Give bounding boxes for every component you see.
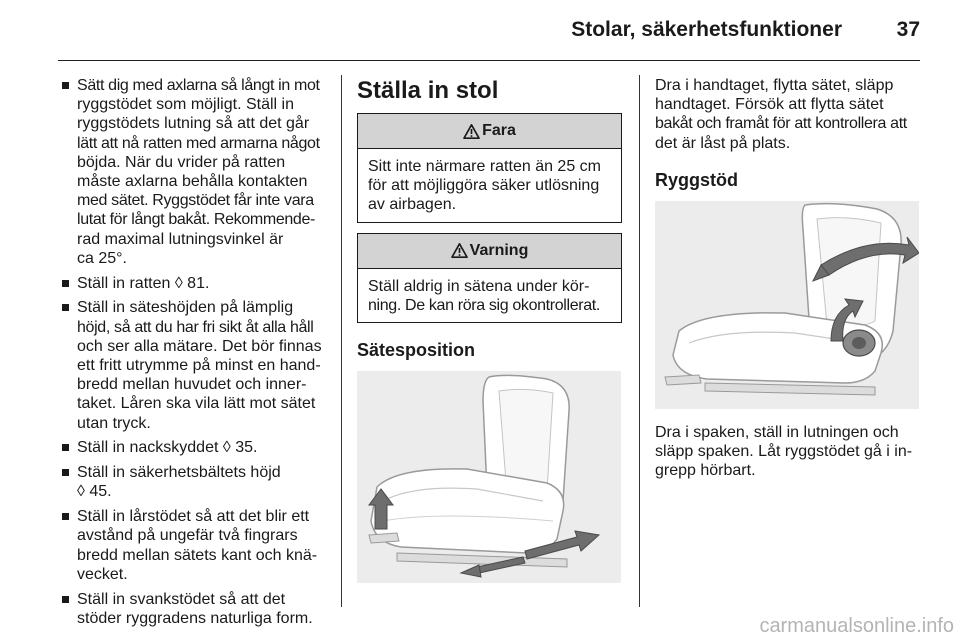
- list-item: Ställ in lårstödet så att det blir ett avstånd på ungefär två fingrars bredd mellan sätets kant och knä- vecket.: [60, 507, 328, 584]
- column-divider-right: [639, 75, 640, 607]
- list-item: Sätt dig med axlarna så långt in mot ryggstödet som möjligt. Ställ in ryggstödets lutning så att det går lätt att nå ratten med armarna något böjda. När du vrider på ratten måste axlarna behålla kontakten med sätet. Ryggstödet får inte vara lutat för långt bakåt. Rekommende- rad maximal lutningsvinkel är ca 25°.: [60, 76, 328, 268]
- backrest-instruction: Dra i spaken, ställ in lutningen och släpp spaken. Låt ryggstödet gå i in- grepp hörbart.: [655, 423, 913, 480]
- seat-position-instruction: Dra i handtaget, flytta sätet, släpp handtaget. Försök att flytta sätet bakåt och framåt för att kontrollera att det är låst på plats.: [655, 77, 907, 152]
- header-divider: [58, 60, 920, 61]
- danger-box: [357, 113, 622, 223]
- seat-position-illustration: [357, 371, 621, 583]
- warning-box-header: [358, 234, 621, 269]
- backrest-recline-graphic: [655, 201, 919, 409]
- list-item: [60, 274, 328, 293]
- warning-box: [357, 233, 622, 323]
- column-backrest: [655, 76, 923, 494]
- subsection-title: Ryggstöd: [655, 169, 738, 190]
- list-item: Ställ in säkerhetsbältets höjd ◊ 45.: [60, 463, 328, 501]
- list-item: Ställ in svankstödet så att det stöder ryggradens naturliga form.: [60, 590, 328, 628]
- page-header: [0, 0, 960, 62]
- list-item: Ställ in säteshöjden på lämplig höjd, så att du har fri sikt åt alla håll och ser alla mätare. Det bör finnas ett fritt utrymme på minst en hand- bredd mellan huvudet och inner- taket. Låren ska vila lätt mot sätet utan tryck.: [60, 298, 328, 432]
- list-item: [60, 438, 328, 457]
- column-divider-left: [341, 75, 342, 607]
- column-instructions: [60, 76, 328, 634]
- page-reference[interactable]: ◊ 45.: [77, 483, 112, 501]
- warning-heading: Varning: [469, 242, 529, 259]
- page-reference[interactable]: Ställ in ratten ◊ 81.: [77, 274, 210, 292]
- instruction-list: [60, 76, 328, 628]
- warning-text: Ställ aldrig in sätena under kör- ning. De kan röra sig okontrollerat.: [368, 277, 600, 314]
- section-title: Ställa in stol: [357, 77, 499, 104]
- warning-triangle-icon: [463, 124, 480, 139]
- subsection-title: Sätesposition: [357, 340, 476, 361]
- warning-triangle-icon: [451, 243, 468, 258]
- watermark: carmanualsonline.info: [759, 615, 954, 637]
- page-reference[interactable]: Ställ in nackskyddet ◊ 35.: [77, 439, 258, 457]
- page-number: 37: [896, 18, 920, 41]
- backrest-illustration: [655, 201, 919, 409]
- danger-heading: Fara: [482, 122, 516, 140]
- column-seat-adjustment: [357, 76, 622, 583]
- page-title: Stolar, säkerhetsfunktioner: [571, 18, 842, 41]
- danger-box-header: [358, 114, 621, 149]
- danger-text: Sitt inte närmare ratten än 25 cm för att möjliggöra säker utlösning av airbagen.: [368, 158, 601, 214]
- seat-slide-graphic: [357, 371, 621, 583]
